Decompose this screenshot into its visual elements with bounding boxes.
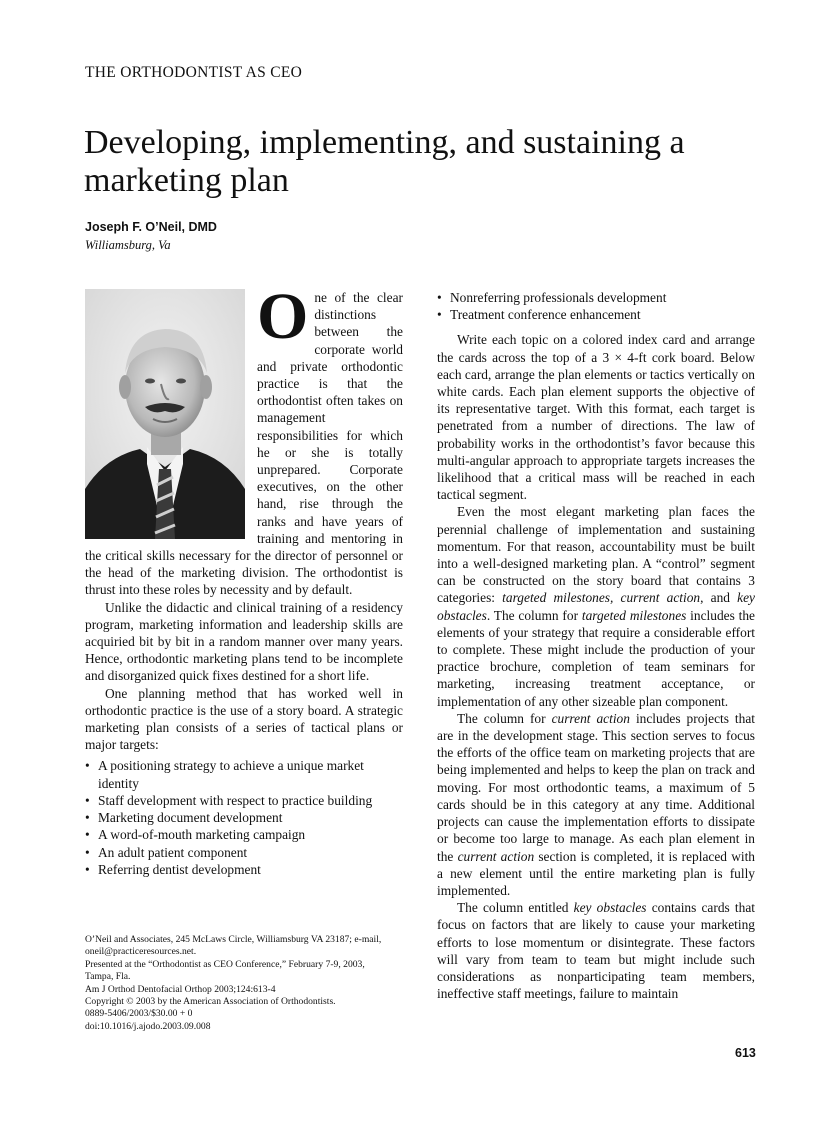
- footnote-line: oneil@practiceresources.net.: [85, 946, 197, 958]
- targets-list-continued: [437, 289, 755, 323]
- list-item: • Nonreferring professionals development: [437, 289, 755, 306]
- footnote-line: O’Neil and Associates, 245 McLaws Circle, Williamsburg VA 23187; e-mail,: [85, 934, 382, 945]
- section-label: THE ORTHODONTIST AS CEO: [85, 64, 303, 81]
- body-paragraph: One planning method that has worked well in orthodontic practice is the use of a story board. A strategic marketing plan consists of a series of tactical plans or major targets:: [85, 685, 403, 753]
- list-item: • Treatment conference enhancement: [437, 306, 755, 323]
- footnote-line: Tampa, Fla.: [85, 971, 131, 983]
- list-item: • Staff development with respect to practice building: [85, 792, 403, 809]
- author-affiliation: Williamsburg, Va: [85, 238, 171, 252]
- list-item: • Referring dentist development: [85, 861, 403, 878]
- list-item: • Marketing document development: [85, 809, 403, 826]
- footnote-line: 0889-5406/2003/$30.00 + 0: [85, 1008, 193, 1020]
- footnote-line: Am J Orthod Dentofacial Orthop 2003;124:613-4: [85, 983, 276, 995]
- footnote-line: Presented at the “Orthodontist as CEO Conference,” February 7-9, 2003,: [85, 958, 365, 970]
- article-title: Developing, implementing, and sustaining a marketing plan: [84, 124, 685, 199]
- page-number: 613: [735, 1046, 756, 1060]
- body-paragraph: Unlike the didactic and clinical training of a residency program, marketing information and leadership skills are acquiried bit by bit in a random manner over many years. Hence, orthodontic marketing plans tend to be incomplete and disorganized quick fixes destined for a short life.: [85, 599, 403, 684]
- body-paragraph: Even the most elegant marketing plan faces the perennial challenge of implementation and sustaining momentum. For that reason, accountability must be built into a well-designed marketing plan. A “control” segment can be constructed on the story board that contains 3 categories: targeted milestones, current action, and key obstacles. The column for targeted milestones includes the elements of your strategy that require a considerable effort to complete. These might include the production of your practice brochure, completion of team seminars for marketing, increasing treatment acceptance, or implementation of any other sizeable plan component.: [437, 504, 755, 709]
- left-column: [85, 280, 403, 886]
- body-paragraph: The column for current action includes projects that are in the development stage. This section serves to focus the efforts of the office team on marketing projects that are being implemented and helps to keep the plan on track and moving. For most orthodontic teams, a maximum of 5 cards should be in this category at any time. Additional projects can cause the implementation efforts to dissipate or become too large to manage. As each plan element in the current action section is completed, it is replaced with a new element until the entire marketing plan is fully implemented.: [437, 710, 756, 898]
- targets-list: [85, 757, 403, 877]
- footnote-line: Copyright © 2003 by the American Association of Orthodontists.: [85, 996, 336, 1008]
- right-column: [437, 289, 755, 1002]
- author-photo: [85, 289, 245, 539]
- author-name: Joseph F. O’Neil, DMD: [85, 220, 217, 234]
- list-item: • An adult patient component: [85, 844, 403, 861]
- list-item: • A word-of-mouth marketing campaign: [85, 826, 403, 843]
- body-paragraph: Write each topic on a colored index card and arrange the cards across the top of a 3 × 4-ft cork board. Below each card, arrange the plan elements or tactics vertically on white cards. Each plan element supports the objective of its representative target. With this format, each target is penetrated from a number of directions. The law of probability works in the orthodontist’s favor because this multi-angular approach to appropriate targets increases the likelihood that a critical mass will be reached in each tactical segment.: [437, 332, 755, 503]
- footnote-line: doi:10.1016/j.ajodo.2003.09.008: [85, 1020, 211, 1032]
- body-paragraph: The column entitled key obstacles contains cards that focus on factors that are likely to cause your marketing efforts to lose momentum or disintegrate. These factors will vary from team to team but might include such considerations as nonparticipating team members, ineffective staff meetings, failure to maintain: [437, 900, 755, 1002]
- list-item: • A positioning strategy to achieve a unique market identity: [85, 757, 403, 791]
- intro-paragraph: ne of the clear distinctions between the corporate world and private orthodontic practice is that the orthodontist often takes on management responsibilities for which he or she is totally unprepared. Corporate executives, on the other hand, rise through the ranks and have years of training and mentoring in the critical skills necessary for the director of personnel or the head of the marketing division. The orthodontist is thrust into these roles by necessity and by default.: [85, 290, 403, 598]
- footnote: [85, 934, 405, 1033]
- drop-cap: O: [257, 280, 309, 353]
